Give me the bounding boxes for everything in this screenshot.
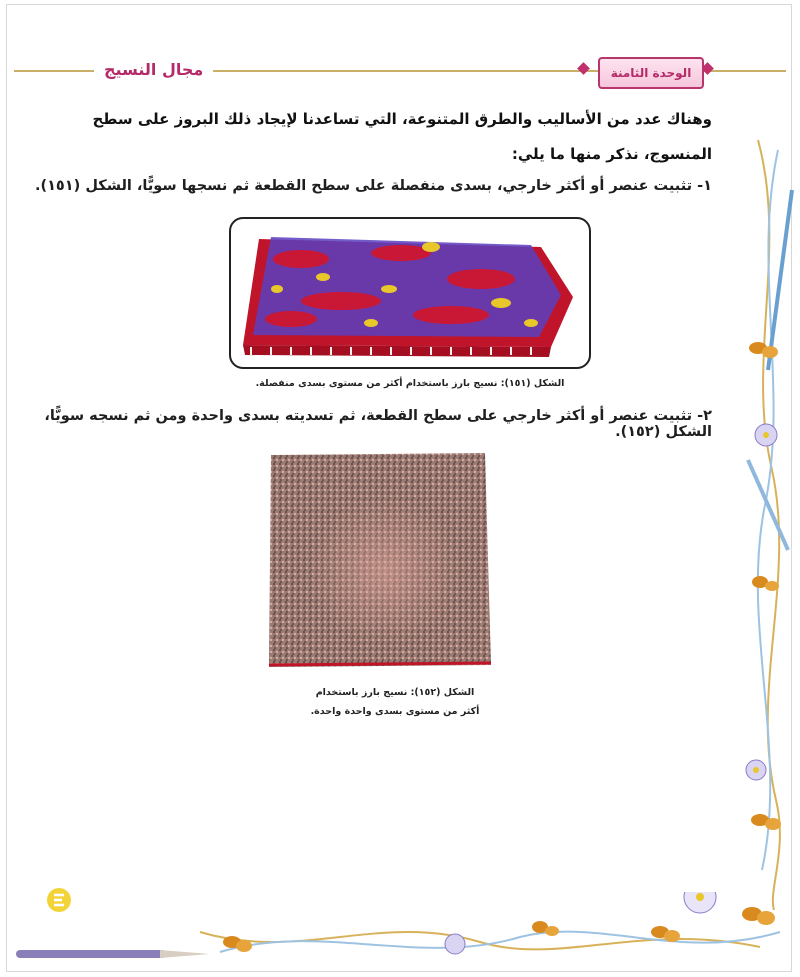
field-title: مجال النسيج bbox=[94, 57, 213, 83]
figure-152-image bbox=[267, 451, 493, 669]
figure-152-caption-line1: الشكل (١٥٢): نسيج بارز باستخدام bbox=[315, 687, 475, 698]
figure-151-image bbox=[231, 219, 589, 367]
figure-151-caption: الشكل (١٥١): نسيج بارز باستخدام أكثر من مستوى بسدى منفصلة. bbox=[255, 378, 565, 389]
flower-icon bbox=[755, 424, 777, 446]
right-decoration bbox=[738, 130, 800, 910]
figure-152-caption bbox=[260, 683, 530, 721]
figure-152-caption-line2: أكثر من مستوى بسدى واحدة واحدة. bbox=[310, 706, 480, 717]
unit-badge bbox=[598, 57, 704, 89]
intro-paragraph: وهناك عدد من الأساليب والطرق المتنوعة، التي تساعدنا لإيجاد ذلك البروز على سطح المنسوج، نذكر منها ما يلي: bbox=[92, 110, 712, 163]
paintbrush-icon bbox=[768, 190, 792, 370]
paintbrush-icon bbox=[16, 950, 166, 958]
figure-151 bbox=[229, 217, 591, 369]
bottom-decoration bbox=[0, 892, 800, 977]
list-item-1: ١- تثبيت عنصر أو أكثر خارجي، بسدى منفصلة على سطح القطعة ثم نسجها سويًّا، الشكل (١٥١). bbox=[34, 178, 712, 194]
logo-icon bbox=[46, 887, 72, 913]
list-item-2: ٢- تثبيت عنصر أو أكثر خارجي على سطح القطعة، ثم تسديته بسدى واحدة ومن ثم نسجه سويًّا، الشكل (١٥٢). bbox=[44, 408, 712, 440]
unit-badge-label: الوحدة الثامنة bbox=[610, 66, 692, 80]
